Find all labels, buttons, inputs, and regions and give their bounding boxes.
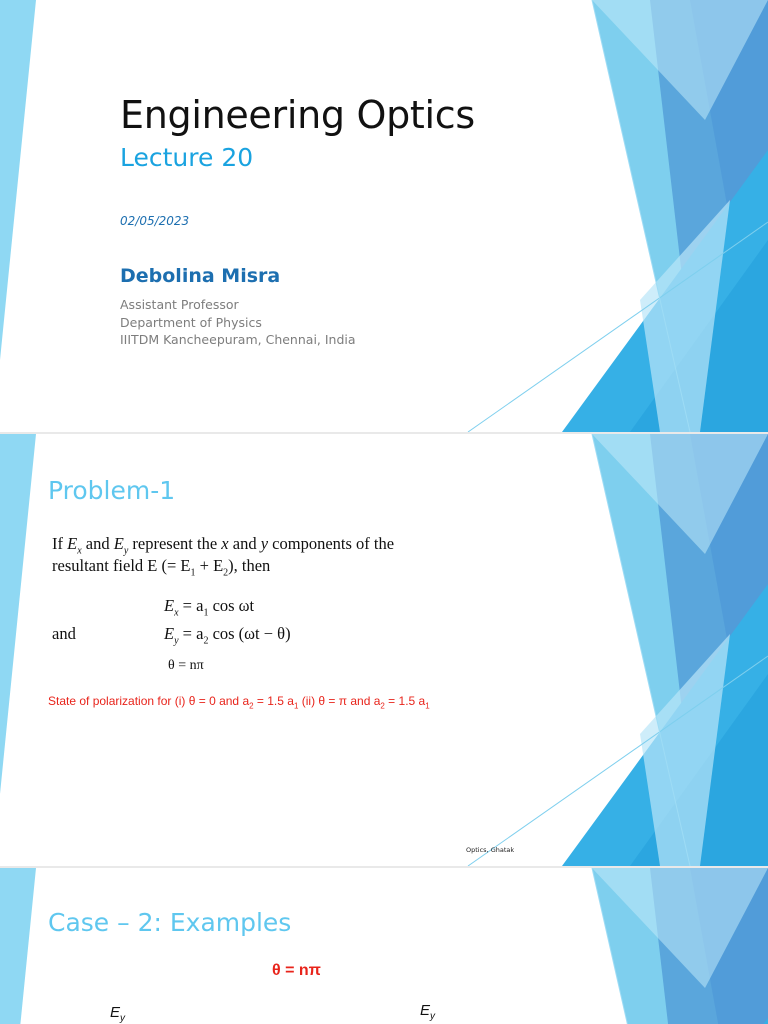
left-accent-triangle: [0, 0, 36, 360]
author-name: Debolina Misra: [120, 265, 281, 287]
author-affiliation: [120, 296, 356, 349]
excerpt-line-2: resultant field E (= $E_1 + E_2$), then: [52, 556, 271, 579]
slide-heading: Case – 2: Examples: [48, 908, 292, 937]
slide-heading: Problem-1: [48, 476, 176, 505]
theta-equation: θ = nπ: [272, 962, 321, 979]
lecture-date: 02/05/2023: [120, 214, 190, 228]
excerpt-line-1: If $E_x$ and $E_y$ represent the x and y components of the: [52, 534, 395, 557]
equation-ey: $E_y = a_2$ cos (ωt − θ): [164, 624, 291, 647]
examples-slide: [0, 868, 768, 1024]
slide-title: Engineering Optics: [120, 93, 475, 137]
left-accent-triangle: [0, 434, 36, 794]
ey-axis-label-left: $E_y$: [110, 1004, 126, 1024]
slide-decoration: [0, 0, 768, 432]
affiliation-line: IIITDM Kancheepuram, Chennai, India: [120, 332, 356, 347]
title-slide: [0, 0, 768, 432]
and-label: and: [52, 624, 76, 643]
slide-subtitle: Lecture 20: [120, 143, 254, 172]
equation-theta: θ = nπ: [168, 658, 204, 673]
slide-decoration: [0, 868, 768, 1024]
problem-question: State of polarization for (i) θ = 0 and $a_2 = 1.5$ $a_1$ (ii) θ = π and $a_2 = 1.5$ $a_1$: [48, 694, 430, 711]
affiliation-line: Department of Physics: [120, 314, 262, 330]
affiliation-line: Assistant Professor: [120, 297, 239, 312]
problem-slide: [0, 434, 768, 866]
equation-ex: $E_x = a_1$ cos ωt: [164, 596, 255, 619]
source-citation: Optics, Ghatak: [466, 846, 515, 854]
left-accent-triangle: [0, 868, 36, 1024]
ey-axis-label-right: $E_y$: [420, 1002, 436, 1022]
